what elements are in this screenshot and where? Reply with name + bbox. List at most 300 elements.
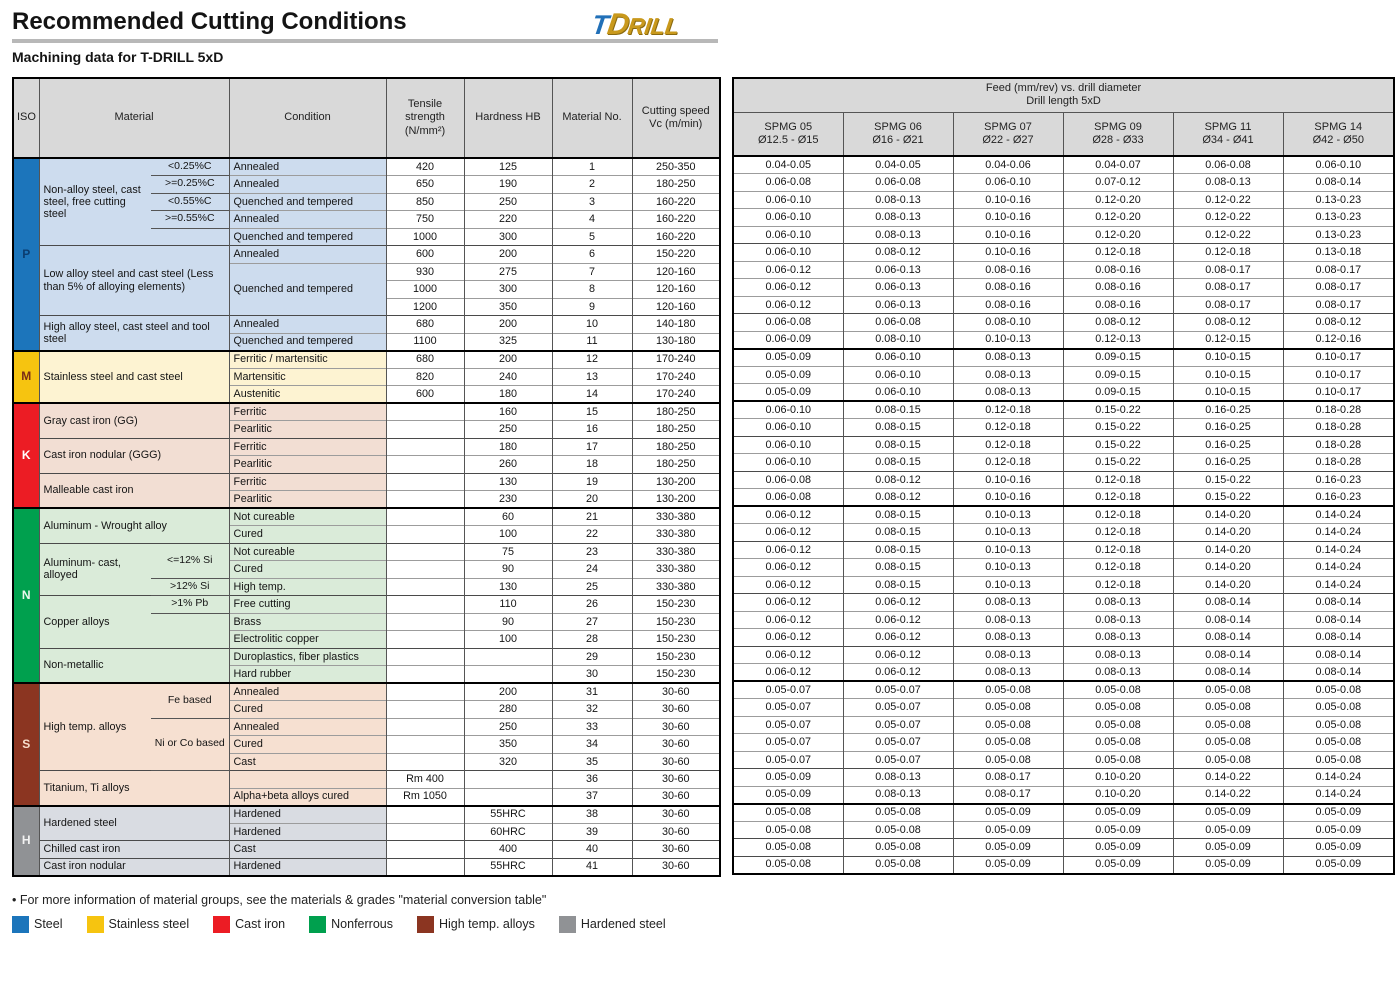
spmg-diameter-range: Ø22 - Ø27 xyxy=(982,133,1034,146)
feed-value-cell: 0.13-0.23 xyxy=(1283,226,1394,244)
legend-item xyxy=(213,916,285,933)
feed-row xyxy=(733,524,1394,542)
material-no-cell: 3 xyxy=(552,193,632,211)
material-cell: Chilled cast iron xyxy=(39,841,229,859)
hardness-cell: 240 xyxy=(464,368,552,386)
spmg-column-header xyxy=(843,112,953,156)
machining-data-table xyxy=(12,77,721,877)
feed-value-cell: 0.10-0.16 xyxy=(953,489,1063,507)
feed-value-cell: 0.18-0.28 xyxy=(1283,401,1394,419)
feed-table xyxy=(732,77,1395,875)
material-no-cell: 38 xyxy=(552,806,632,824)
feed-value-cell: 0.04-0.07 xyxy=(1063,156,1173,174)
feed-row xyxy=(733,681,1394,699)
feed-value-cell: 0.06-0.10 xyxy=(733,454,843,472)
feed-row xyxy=(733,226,1394,244)
feed-value-cell: 0.04-0.05 xyxy=(733,156,843,174)
feed-value-cell: 0.05-0.08 xyxy=(1283,699,1394,717)
page-title: Recommended Cutting Conditions xyxy=(12,8,407,35)
hardness-cell: 200 xyxy=(464,246,552,264)
feed-value-cell: 0.09-0.15 xyxy=(1063,366,1173,384)
feed-value-cell: 0.08-0.13 xyxy=(1063,646,1173,664)
feed-value-cell: 0.08-0.14 xyxy=(1173,611,1283,629)
hardness-cell: 90 xyxy=(464,561,552,579)
hardness-cell xyxy=(464,788,552,806)
feed-value-cell: 0.05-0.08 xyxy=(1173,681,1283,699)
feed-value-cell: 0.06-0.08 xyxy=(843,174,953,192)
feed-row xyxy=(733,821,1394,839)
feed-value-cell: 0.05-0.09 xyxy=(733,769,843,787)
feed-value-cell: 0.15-0.22 xyxy=(1173,471,1283,489)
condition-cell: Hardened xyxy=(229,858,386,876)
feed-value-cell: 0.08-0.15 xyxy=(843,559,953,577)
feed-value-cell: 0.06-0.12 xyxy=(733,296,843,314)
feed-value-cell: 0.05-0.09 xyxy=(953,821,1063,839)
feed-row xyxy=(733,576,1394,594)
material-row xyxy=(13,351,720,369)
hardness-cell: 100 xyxy=(464,631,552,649)
spmg-column-header xyxy=(953,112,1063,156)
feed-value-cell: 0.05-0.07 xyxy=(733,734,843,752)
hardness-cell: 350 xyxy=(464,736,552,754)
material-row xyxy=(13,508,720,526)
feed-value-cell: 0.08-0.15 xyxy=(843,506,953,524)
material-cell: Non-alloy steel, cast steel, free cutting steel xyxy=(39,158,151,246)
feed-value-cell: 0.08-0.17 xyxy=(1283,261,1394,279)
col-header-material: Material xyxy=(39,78,229,158)
feed-value-cell: 0.06-0.10 xyxy=(843,349,953,367)
hardness-cell: 110 xyxy=(464,596,552,614)
condition-cell: Hard rubber xyxy=(229,666,386,684)
feed-value-cell: 0.05-0.08 xyxy=(953,751,1063,769)
spmg-name: SPMG 09 xyxy=(1094,120,1142,133)
feed-value-cell: 0.05-0.07 xyxy=(843,734,953,752)
hardness-cell: 325 xyxy=(464,333,552,351)
condition-cell: Cast xyxy=(229,753,386,771)
feed-row xyxy=(733,646,1394,664)
feed-value-cell: 0.09-0.15 xyxy=(1063,384,1173,402)
feed-value-cell: 0.10-0.16 xyxy=(953,226,1063,244)
material-row xyxy=(13,771,720,789)
feed-value-cell: 0.05-0.07 xyxy=(733,681,843,699)
feed-value-cell: 0.08-0.14 xyxy=(1173,594,1283,612)
hardness-cell: 300 xyxy=(464,281,552,299)
hardness-cell: 125 xyxy=(464,158,552,176)
material-no-cell: 37 xyxy=(552,788,632,806)
condition-cell: Free cutting xyxy=(229,596,386,614)
legend-item xyxy=(559,916,666,933)
cutting-speed-cell: 150-230 xyxy=(632,648,720,666)
feed-value-cell: 0.06-0.12 xyxy=(843,611,953,629)
feed-value-cell: 0.15-0.22 xyxy=(1063,419,1173,437)
feed-value-cell: 0.05-0.07 xyxy=(843,751,953,769)
feed-row xyxy=(733,156,1394,174)
feed-value-cell: 0.08-0.13 xyxy=(843,226,953,244)
feed-value-cell: 0.08-0.12 xyxy=(1063,314,1173,332)
feed-row xyxy=(733,349,1394,367)
feed-value-cell: 0.12-0.20 xyxy=(1063,209,1173,227)
spmg-diameter-range: Ø28 - Ø33 xyxy=(1092,133,1144,146)
footnote: • For more information of material groups, see the materials & grades "material conversion table" xyxy=(12,892,547,907)
feed-value-cell: 0.16-0.23 xyxy=(1283,471,1394,489)
feed-row xyxy=(733,366,1394,384)
feed-value-cell: 0.16-0.25 xyxy=(1173,454,1283,472)
material-no-cell: 25 xyxy=(552,578,632,596)
condition-cell: Quenched and tempered xyxy=(229,333,386,351)
feed-value-cell: 0.08-0.13 xyxy=(1063,629,1173,647)
iso-group-cell: N xyxy=(13,508,39,683)
feed-value-cell: 0.08-0.15 xyxy=(843,436,953,454)
tensile-strength-cell xyxy=(386,753,464,771)
material-no-cell: 33 xyxy=(552,718,632,736)
feed-value-cell: 0.10-0.15 xyxy=(1173,366,1283,384)
feed-value-cell: 0.08-0.17 xyxy=(953,769,1063,787)
feed-header-line2: Drill length 5xD xyxy=(1026,95,1101,108)
feed-value-cell: 0.12-0.15 xyxy=(1173,331,1283,349)
feed-value-cell: 0.06-0.12 xyxy=(733,279,843,297)
hardness-cell: 250 xyxy=(464,193,552,211)
feed-value-cell: 0.08-0.13 xyxy=(843,769,953,787)
feed-value-cell: 0.08-0.14 xyxy=(1283,646,1394,664)
cutting-speed-cell: 150-230 xyxy=(632,596,720,614)
feed-value-cell: 0.05-0.08 xyxy=(1063,699,1173,717)
feed-row xyxy=(733,471,1394,489)
material-no-cell: 31 xyxy=(552,683,632,701)
feed-value-cell: 0.16-0.25 xyxy=(1173,436,1283,454)
material-row xyxy=(13,596,720,614)
material-row xyxy=(13,473,720,491)
tensile-strength-cell xyxy=(386,526,464,544)
feed-value-cell: 0.08-0.12 xyxy=(843,244,953,262)
feed-value-cell: 0.06-0.12 xyxy=(733,646,843,664)
feed-value-cell: 0.09-0.15 xyxy=(1063,349,1173,367)
feed-value-cell: 0.10-0.17 xyxy=(1283,349,1394,367)
material-cell: Aluminum - Wrought alloy xyxy=(39,508,229,543)
feed-value-cell: 0.05-0.09 xyxy=(733,366,843,384)
feed-value-cell: 0.14-0.24 xyxy=(1283,541,1394,559)
feed-value-cell: 0.06-0.12 xyxy=(733,611,843,629)
feed-value-cell: 0.14-0.20 xyxy=(1173,541,1283,559)
feed-value-cell: 0.05-0.08 xyxy=(1063,751,1173,769)
legend-item xyxy=(309,916,393,933)
feed-value-cell: 0.08-0.12 xyxy=(1173,314,1283,332)
feed-value-cell: 0.06-0.12 xyxy=(733,541,843,559)
cutting-speed-cell: 150-230 xyxy=(632,666,720,684)
tensile-strength-cell: 1200 xyxy=(386,298,464,316)
feed-value-cell: 0.08-0.13 xyxy=(953,384,1063,402)
feed-value-cell: 0.05-0.09 xyxy=(953,856,1063,874)
feed-value-cell: 0.08-0.13 xyxy=(953,646,1063,664)
hardness-cell: 200 xyxy=(464,316,552,334)
spmg-name: SPMG 11 xyxy=(1204,120,1252,133)
feed-row xyxy=(733,314,1394,332)
condition-cell: Annealed xyxy=(229,718,386,736)
condition-cell: Not cureable xyxy=(229,508,386,526)
legend-item xyxy=(417,916,535,933)
hardness-cell: 280 xyxy=(464,701,552,719)
feed-value-cell: 0.05-0.08 xyxy=(1283,716,1394,734)
feed-value-cell: 0.12-0.20 xyxy=(1063,191,1173,209)
material-sub-cell: >1% Pb xyxy=(151,596,229,614)
condition-cell: Hardened xyxy=(229,823,386,841)
material-row xyxy=(13,648,720,666)
tensile-strength-cell xyxy=(386,491,464,509)
material-sub-cell: >=0.55%C xyxy=(151,211,229,229)
hardness-cell: 220 xyxy=(464,211,552,229)
hardness-cell: 320 xyxy=(464,753,552,771)
tensile-strength-cell: 650 xyxy=(386,176,464,194)
material-cell: Malleable cast iron xyxy=(39,473,229,508)
material-no-cell: 8 xyxy=(552,281,632,299)
feed-value-cell: 0.15-0.22 xyxy=(1063,401,1173,419)
feed-value-cell: 0.18-0.28 xyxy=(1283,419,1394,437)
feed-value-cell: 0.08-0.13 xyxy=(953,366,1063,384)
feed-value-cell: 0.08-0.14 xyxy=(1283,611,1394,629)
feed-value-cell: 0.13-0.23 xyxy=(1283,209,1394,227)
feed-header xyxy=(733,78,1394,112)
cutting-speed-cell: 30-60 xyxy=(632,858,720,876)
feed-value-cell: 0.12-0.18 xyxy=(1063,576,1173,594)
material-sub-cell: Fe based xyxy=(151,683,229,718)
material-cell: Cast iron nodular xyxy=(39,858,229,876)
hardness-cell: 300 xyxy=(464,228,552,246)
feed-value-cell: 0.14-0.22 xyxy=(1173,769,1283,787)
feed-value-cell: 0.12-0.18 xyxy=(1063,471,1173,489)
feed-header-line1: Feed (mm/rev) vs. drill diameter xyxy=(985,82,1142,95)
feed-value-cell: 0.05-0.09 xyxy=(1063,856,1173,874)
feed-value-cell: 0.06-0.08 xyxy=(733,471,843,489)
tables-container xyxy=(12,77,1392,877)
material-cell: Gray cast iron (GG) xyxy=(39,403,229,438)
feed-row xyxy=(733,331,1394,349)
tensile-strength-cell: 850 xyxy=(386,193,464,211)
col-header-iso: ISO xyxy=(13,78,39,158)
condition-cell: Electrolitic copper xyxy=(229,631,386,649)
feed-value-cell: 0.08-0.10 xyxy=(843,331,953,349)
feed-value-cell: 0.05-0.09 xyxy=(1283,804,1394,822)
feed-row xyxy=(733,419,1394,437)
spmg-column-header xyxy=(733,112,843,156)
cutting-speed-cell: 150-220 xyxy=(632,246,720,264)
cutting-speed-cell: 330-380 xyxy=(632,561,720,579)
condition-cell: Alpha+beta alloys cured xyxy=(229,788,386,806)
tensile-strength-cell xyxy=(386,596,464,614)
feed-value-cell: 0.05-0.08 xyxy=(733,856,843,874)
feed-value-cell: 0.12-0.18 xyxy=(1063,506,1173,524)
feed-value-cell: 0.08-0.13 xyxy=(953,664,1063,682)
feed-value-cell: 0.14-0.20 xyxy=(1173,559,1283,577)
cutting-speed-cell: 170-240 xyxy=(632,351,720,369)
legend-color-chip xyxy=(213,916,230,933)
feed-value-cell: 0.05-0.08 xyxy=(843,821,953,839)
cutting-speed-cell: 150-230 xyxy=(632,613,720,631)
feed-value-cell: 0.08-0.13 xyxy=(1063,664,1173,682)
spmg-column-header xyxy=(1173,112,1283,156)
hardness-cell: 190 xyxy=(464,176,552,194)
spmg-name: SPMG 05 xyxy=(764,120,813,133)
iso-group-cell: S xyxy=(13,683,39,806)
material-cell: Non-metallic xyxy=(39,648,229,683)
material-row xyxy=(13,158,720,176)
feed-value-cell: 0.05-0.08 xyxy=(1173,751,1283,769)
feed-value-cell: 0.15-0.22 xyxy=(1063,436,1173,454)
condition-cell: Cast xyxy=(229,841,386,859)
condition-cell: Cured xyxy=(229,736,386,754)
material-group-legend xyxy=(12,916,1392,933)
feed-value-cell: 0.07-0.12 xyxy=(1063,174,1173,192)
feed-value-cell: 0.05-0.08 xyxy=(1063,734,1173,752)
feed-value-cell: 0.08-0.15 xyxy=(843,576,953,594)
feed-value-cell: 0.06-0.12 xyxy=(843,629,953,647)
feed-value-cell: 0.05-0.09 xyxy=(1173,821,1283,839)
feed-row xyxy=(733,261,1394,279)
hardness-cell xyxy=(464,771,552,789)
material-no-cell: 36 xyxy=(552,771,632,789)
feed-value-cell: 0.12-0.18 xyxy=(953,454,1063,472)
col-header-hardness: Hardness HB xyxy=(464,78,552,158)
feed-value-cell: 0.08-0.15 xyxy=(843,541,953,559)
feed-value-cell: 0.06-0.10 xyxy=(733,191,843,209)
material-no-cell: 10 xyxy=(552,316,632,334)
condition-cell: Annealed xyxy=(229,316,386,334)
cutting-speed-cell: 30-60 xyxy=(632,841,720,859)
material-no-cell: 9 xyxy=(552,298,632,316)
feed-value-cell: 0.10-0.15 xyxy=(1173,349,1283,367)
tensile-strength-cell xyxy=(386,613,464,631)
feed-value-cell: 0.08-0.17 xyxy=(1173,261,1283,279)
feed-value-cell: 0.05-0.07 xyxy=(843,716,953,734)
tensile-strength-cell: 600 xyxy=(386,246,464,264)
cutting-speed-cell: 120-160 xyxy=(632,298,720,316)
tensile-strength-cell xyxy=(386,473,464,491)
feed-value-cell: 0.08-0.16 xyxy=(953,261,1063,279)
feed-value-cell: 0.04-0.06 xyxy=(953,156,1063,174)
condition-cell: Pearlitic xyxy=(229,491,386,509)
feed-value-cell: 0.08-0.10 xyxy=(953,314,1063,332)
feed-value-cell: 0.05-0.08 xyxy=(1173,734,1283,752)
feed-value-cell: 0.08-0.17 xyxy=(953,786,1063,804)
feed-row xyxy=(733,209,1394,227)
feed-value-cell: 0.08-0.15 xyxy=(843,419,953,437)
feed-value-cell: 0.05-0.09 xyxy=(1063,839,1173,857)
hardness-cell: 180 xyxy=(464,386,552,404)
material-row xyxy=(13,543,720,561)
tensile-strength-cell: 680 xyxy=(386,316,464,334)
feed-value-cell: 0.06-0.08 xyxy=(843,314,953,332)
feed-row xyxy=(733,611,1394,629)
tensile-strength-cell xyxy=(386,806,464,824)
feed-row xyxy=(733,279,1394,297)
material-no-cell: 15 xyxy=(552,403,632,421)
feed-value-cell: 0.10-0.13 xyxy=(953,541,1063,559)
feed-value-cell: 0.18-0.28 xyxy=(1283,436,1394,454)
feed-value-cell: 0.06-0.13 xyxy=(843,296,953,314)
cutting-speed-cell: 180-250 xyxy=(632,403,720,421)
iso-group-cell: P xyxy=(13,158,39,351)
cutting-speed-cell: 180-250 xyxy=(632,456,720,474)
feed-value-cell: 0.05-0.09 xyxy=(733,786,843,804)
condition-cell: Ferritic xyxy=(229,473,386,491)
feed-value-cell: 0.08-0.13 xyxy=(953,349,1063,367)
cutting-speed-cell: 30-60 xyxy=(632,788,720,806)
feed-value-cell: 0.05-0.09 xyxy=(1063,821,1173,839)
feed-value-cell: 0.05-0.09 xyxy=(1283,839,1394,857)
feed-value-cell: 0.14-0.24 xyxy=(1283,769,1394,787)
feed-value-cell: 0.08-0.15 xyxy=(843,454,953,472)
feed-row xyxy=(733,839,1394,857)
feed-value-cell: 0.06-0.12 xyxy=(733,559,843,577)
hardness-cell: 250 xyxy=(464,718,552,736)
material-no-cell: 29 xyxy=(552,648,632,666)
feed-value-cell: 0.06-0.12 xyxy=(843,594,953,612)
feed-row xyxy=(733,506,1394,524)
cutting-speed-cell: 170-240 xyxy=(632,368,720,386)
feed-row xyxy=(733,296,1394,314)
feed-value-cell: 0.08-0.12 xyxy=(843,471,953,489)
hardness-cell: 400 xyxy=(464,841,552,859)
iso-group-cell: H xyxy=(13,806,39,876)
legend-color-chip xyxy=(559,916,576,933)
tensile-strength-cell: 930 xyxy=(386,263,464,281)
feed-value-cell: 0.05-0.08 xyxy=(1173,699,1283,717)
feed-value-cell: 0.10-0.13 xyxy=(953,331,1063,349)
hardness-cell: 55HRC xyxy=(464,806,552,824)
feed-value-cell: 0.05-0.09 xyxy=(733,349,843,367)
feed-row xyxy=(733,401,1394,419)
material-no-cell: 17 xyxy=(552,438,632,456)
condition-cell: Ferritic xyxy=(229,403,386,421)
feed-value-cell: 0.05-0.09 xyxy=(953,804,1063,822)
feed-value-cell: 0.06-0.10 xyxy=(733,244,843,262)
feed-value-cell: 0.06-0.12 xyxy=(843,646,953,664)
material-row xyxy=(13,841,720,859)
feed-value-cell: 0.06-0.10 xyxy=(733,226,843,244)
iso-group-cell: K xyxy=(13,403,39,508)
cutting-speed-cell: 160-220 xyxy=(632,193,720,211)
feed-value-cell: 0.05-0.08 xyxy=(1173,716,1283,734)
tensile-strength-cell xyxy=(386,718,464,736)
feed-value-cell: 0.05-0.08 xyxy=(953,681,1063,699)
condition-cell: Annealed xyxy=(229,211,386,229)
feed-value-cell: 0.15-0.22 xyxy=(1173,489,1283,507)
feed-value-cell: 0.08-0.12 xyxy=(843,489,953,507)
feed-value-cell: 0.05-0.09 xyxy=(1173,804,1283,822)
legend-color-chip xyxy=(417,916,434,933)
cutting-speed-cell: 30-60 xyxy=(632,701,720,719)
feed-row xyxy=(733,594,1394,612)
feed-value-cell: 0.14-0.20 xyxy=(1173,524,1283,542)
feed-value-cell: 0.10-0.20 xyxy=(1063,769,1173,787)
feed-value-cell: 0.05-0.08 xyxy=(843,804,953,822)
material-no-cell: 22 xyxy=(552,526,632,544)
feed-value-cell: 0.12-0.18 xyxy=(1063,559,1173,577)
feed-value-cell: 0.08-0.16 xyxy=(1063,296,1173,314)
feed-value-cell: 0.05-0.08 xyxy=(953,699,1063,717)
material-cell: Hardened steel xyxy=(39,806,229,841)
feed-value-cell: 0.05-0.08 xyxy=(1283,734,1394,752)
material-row xyxy=(13,316,720,334)
feed-value-cell: 0.05-0.08 xyxy=(953,734,1063,752)
cutting-speed-cell: 30-60 xyxy=(632,683,720,701)
feed-value-cell: 0.12-0.18 xyxy=(953,419,1063,437)
hardness-cell: 130 xyxy=(464,578,552,596)
feed-value-cell: 0.06-0.12 xyxy=(733,524,843,542)
spmg-diameter-range: Ø16 - Ø21 xyxy=(872,133,924,146)
feed-value-cell: 0.06-0.12 xyxy=(733,576,843,594)
condition-cell: High temp. xyxy=(229,578,386,596)
spmg-column-header xyxy=(1063,112,1173,156)
tensile-strength-cell xyxy=(386,578,464,596)
